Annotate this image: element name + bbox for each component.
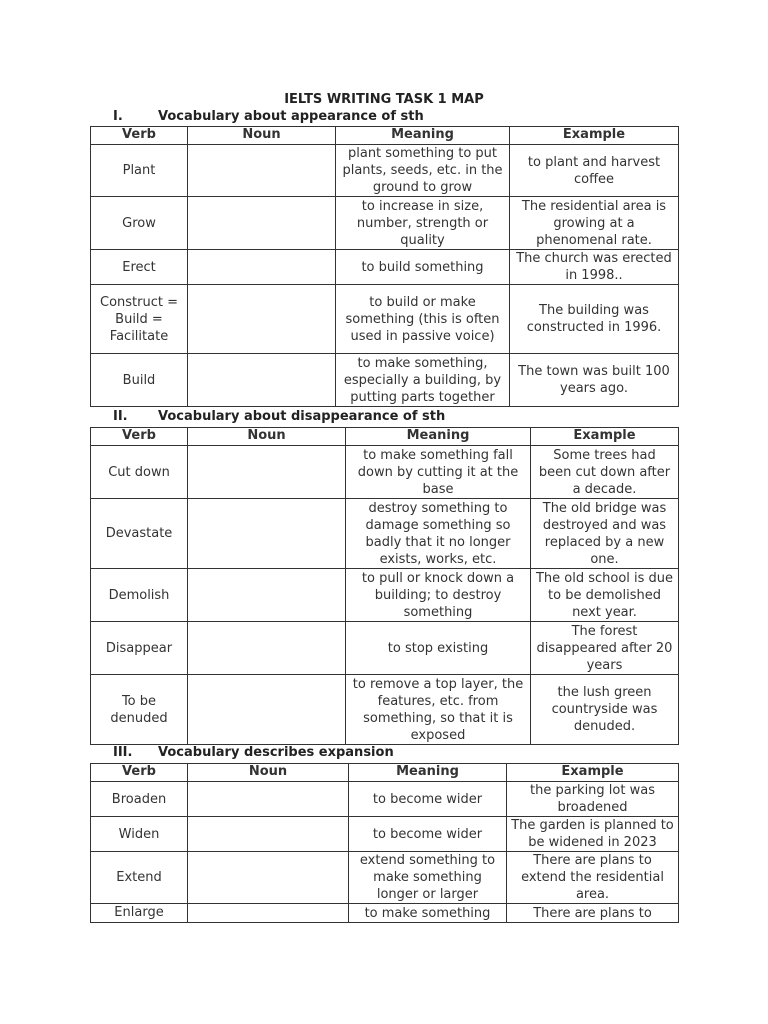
section-heading-2 xyxy=(113,409,445,424)
header-verb: Verb xyxy=(91,428,188,446)
header-meaning: Meaning xyxy=(349,764,507,782)
table-row xyxy=(91,782,679,817)
section-heading-3 xyxy=(113,745,394,760)
example-cell: the parking lot was broadened xyxy=(507,782,679,817)
header-noun: Noun xyxy=(188,127,336,145)
verb-cell: Extend xyxy=(91,852,188,904)
table-row xyxy=(91,622,679,675)
noun-cell xyxy=(188,782,349,817)
section-number: II. xyxy=(113,409,128,424)
verb-cell: Erect xyxy=(91,250,188,285)
meaning-cell: extend something to make something longer or larger xyxy=(349,852,507,904)
section-title: Vocabulary describes expansion xyxy=(158,745,394,760)
verb-cell: Build xyxy=(91,354,188,407)
noun-cell xyxy=(188,569,346,622)
section-title: Vocabulary about appearance of sth xyxy=(158,109,424,124)
header-example: Example xyxy=(507,764,679,782)
verb-cell: Disappear xyxy=(91,622,188,675)
section-number: III. xyxy=(113,745,133,760)
verb-cell: Grow xyxy=(91,197,188,250)
table-row xyxy=(91,285,679,354)
noun-cell xyxy=(188,622,346,675)
header-meaning: Meaning xyxy=(346,428,531,446)
table-row xyxy=(91,569,679,622)
example-cell: The church was erected in 1998.. xyxy=(510,250,679,285)
noun-cell xyxy=(188,852,349,904)
meaning-cell: plant something to put plants, seeds, etc. in the ground to grow xyxy=(336,145,510,197)
example-cell: The building was constructed in 1996. xyxy=(510,285,679,354)
noun-cell xyxy=(188,817,349,852)
section-number: I. xyxy=(113,109,123,124)
verb-cell: Construct = Build = Facilitate xyxy=(91,285,188,354)
table-row xyxy=(91,852,679,904)
table-row xyxy=(91,904,679,923)
meaning-cell: to pull or knock down a building; to destroy something xyxy=(346,569,531,622)
verb-cell: To be denuded xyxy=(91,675,188,745)
example-cell: The garden is planned to be widened in 2023 xyxy=(507,817,679,852)
header-meaning: Meaning xyxy=(336,127,510,145)
meaning-cell: to increase in size, number, strength or quality xyxy=(336,197,510,250)
example-cell: The old school is due to be demolished next year. xyxy=(531,569,679,622)
vocab-table-appearance xyxy=(90,126,679,407)
table-row xyxy=(91,499,679,569)
table-row xyxy=(91,354,679,407)
verb-cell: Widen xyxy=(91,817,188,852)
noun-cell xyxy=(188,250,336,285)
example-cell: the lush green countryside was denuded. xyxy=(531,675,679,745)
header-noun: Noun xyxy=(188,764,349,782)
meaning-cell: destroy something to damage something so badly that it no longer exists, works, etc. xyxy=(346,499,531,569)
header-example: Example xyxy=(510,127,679,145)
section-heading-1 xyxy=(113,109,424,124)
table-row xyxy=(91,145,679,197)
example-cell: The residential area is growing at a phenomenal rate. xyxy=(510,197,679,250)
document-title: IELTS WRITING TASK 1 MAP xyxy=(284,92,484,107)
meaning-cell: to stop existing xyxy=(346,622,531,675)
example-cell: There are plans to xyxy=(507,904,679,923)
meaning-cell: to make something, especially a building, by putting parts together xyxy=(336,354,510,407)
noun-cell xyxy=(188,446,346,499)
meaning-cell: to remove a top layer, the features, etc. from something, so that it is exposed xyxy=(346,675,531,745)
meaning-cell: to make something xyxy=(349,904,507,923)
verb-cell: Broaden xyxy=(91,782,188,817)
example-cell: There are plans to extend the residential area. xyxy=(507,852,679,904)
verb-cell: Devastate xyxy=(91,499,188,569)
verb-cell: Enlarge xyxy=(91,904,188,923)
table-row xyxy=(91,446,679,499)
noun-cell xyxy=(188,285,336,354)
noun-cell xyxy=(188,354,336,407)
vocab-table-disappearance xyxy=(90,427,679,745)
noun-cell xyxy=(188,145,336,197)
meaning-cell: to become wider xyxy=(349,817,507,852)
meaning-cell: to become wider xyxy=(349,782,507,817)
section-title: Vocabulary about disappearance of sth xyxy=(158,409,446,424)
verb-cell: Plant xyxy=(91,145,188,197)
example-cell: The forest disappeared after 20 years xyxy=(531,622,679,675)
verb-cell: Demolish xyxy=(91,569,188,622)
header-verb: Verb xyxy=(91,127,188,145)
vocab-table-expansion xyxy=(90,763,679,923)
example-cell: Some trees had been cut down after a decade. xyxy=(531,446,679,499)
meaning-cell: to build or make something (this is often used in passive voice) xyxy=(336,285,510,354)
example-cell: to plant and harvest coffee xyxy=(510,145,679,197)
table-row xyxy=(91,675,679,745)
noun-cell xyxy=(188,499,346,569)
header-example: Example xyxy=(531,428,679,446)
example-cell: The old bridge was destroyed and was replaced by a new one. xyxy=(531,499,679,569)
table-row xyxy=(91,817,679,852)
header-verb: Verb xyxy=(91,764,188,782)
verb-cell: Cut down xyxy=(91,446,188,499)
meaning-cell: to make something fall down by cutting it at the base xyxy=(346,446,531,499)
example-cell: The town was built 100 years ago. xyxy=(510,354,679,407)
noun-cell xyxy=(188,675,346,745)
meaning-cell: to build something xyxy=(336,250,510,285)
noun-cell xyxy=(188,904,349,923)
noun-cell xyxy=(188,197,336,250)
table-row xyxy=(91,197,679,250)
table-row xyxy=(91,250,679,285)
header-noun: Noun xyxy=(188,428,346,446)
